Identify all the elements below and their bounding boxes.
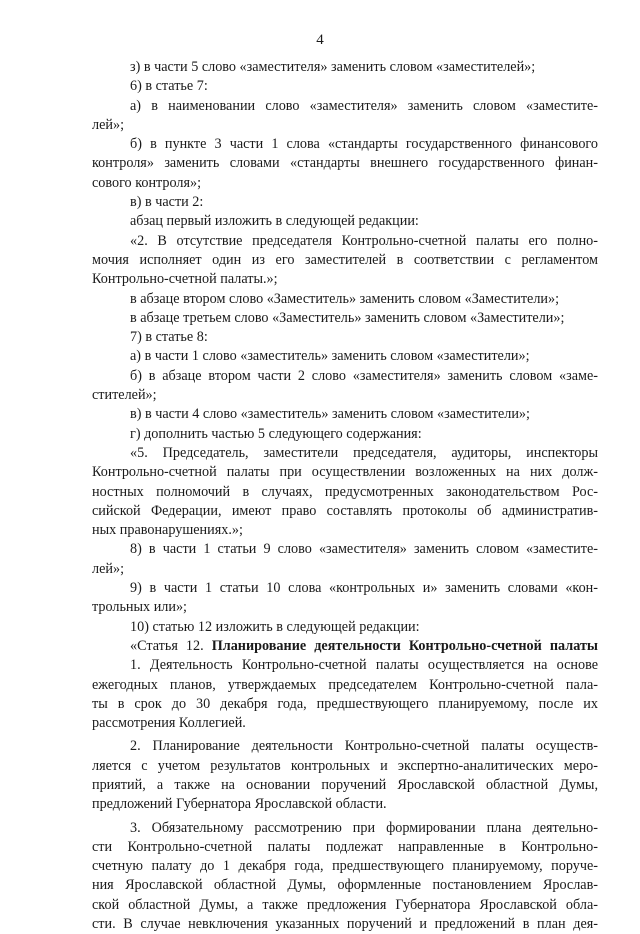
text-line (92, 328, 598, 347)
text-line-content: ностных полномочий в случаях, предусмотренных законодательством Рос- (92, 483, 598, 500)
text-line-content: сийской Федерации, имеют право составлять протоколы об административ- (92, 502, 598, 519)
text-line (92, 77, 598, 96)
text-line-content: в абзаце втором слово «Заместитель» заменить словом «Заместители»; (130, 290, 560, 307)
text-line-content: ежегодных планов, утверждаемых председателем Контрольно-счетной пала- (92, 676, 598, 693)
text-line-content: счетную палату до 1 декабря года, предшествующего планируемому, поруче- (92, 858, 598, 875)
text-line-content: г) дополнить частью 5 следующего содержания: (130, 425, 422, 442)
text-line (92, 251, 598, 270)
text-line (92, 270, 598, 289)
text-line-content: лей»; (92, 116, 125, 133)
text-line-content: ния Ярославской областной Думы, оформленные постановлением Ярослав- (92, 877, 598, 894)
text-line (92, 116, 598, 135)
text-line (92, 618, 598, 637)
text-line (92, 737, 598, 756)
text-line (92, 579, 598, 598)
text-line-content: б) в абзаце втором части 2 слово «заместителя» заменить словом «заме- (130, 367, 598, 384)
text-line-content: сти Контрольно-счетной палаты подлежат направленные в Контрольно- (92, 838, 598, 855)
text-line (92, 386, 598, 405)
text-line (92, 656, 598, 675)
text-line (92, 876, 598, 895)
text-line (92, 714, 598, 733)
text-line-content: з) в части 5 слово «заместителя» заменить словом «заместителей»; (130, 59, 536, 75)
text-line-content: «5. Председатель, заместители председателя, аудиторы, инспекторы (130, 444, 598, 461)
text-line (92, 463, 598, 482)
text-line-content: а) в части 1 слово «заместитель» заменить словом «заместители»; (130, 348, 530, 365)
text-line-content: сти. В случае невключения указанных поручений и предложений в план дея- (92, 916, 598, 933)
text-line (92, 154, 598, 173)
text-line (92, 540, 598, 559)
text-line (92, 309, 598, 328)
text-line (92, 135, 598, 154)
text-line-content: 8) в части 1 статьи 9 слово «заместителя» заменить словом «заместите- (130, 541, 598, 558)
text-line (92, 212, 598, 231)
text-line-content: 6) в статье 7: (130, 78, 208, 95)
text-line (92, 757, 598, 776)
text-line (92, 838, 598, 857)
text-line (92, 97, 598, 116)
text-line-content: Контрольно-счетной палаты при осуществлении возложенных на них долж- (92, 464, 598, 481)
text-line (92, 425, 598, 444)
text-line (92, 676, 598, 695)
text-line-content: стителей»; (92, 387, 157, 404)
text-line-content: контроля» заменить словами «стандарты внешнего государственного финан- (92, 155, 598, 172)
text-line-content: 10) статью 12 изложить в следующей редакции: (130, 618, 420, 635)
text-line (92, 560, 598, 579)
text-line (92, 598, 598, 617)
text-line-content: приятий, а также на основании поручений Ярославской областной Думы, (92, 776, 598, 793)
text-line-content: ных правонарушениях.»; (92, 522, 243, 539)
article-heading: Планирование деятельности Контрольно-счетной палаты (211, 637, 598, 654)
text-line-content: 7) в статье 8: (130, 329, 208, 346)
text-line-content: в) в части 2: (130, 194, 204, 211)
text-line (92, 174, 598, 193)
text-line-content: 3. Обязательному рассмотрению при формировании плана деятельно- (130, 819, 598, 836)
text-line-content: 2. Планирование деятельности Контрольно-счетной палаты осуществ- (130, 738, 598, 755)
text-line (92, 795, 598, 814)
text-line (92, 502, 598, 521)
text-line-content: ляется с учетом результатов контрольных и экспертно-аналитических меро- (92, 757, 598, 774)
text-line (92, 367, 598, 386)
text-line (92, 444, 598, 463)
text-line-content: в) в части 4 слово «заместитель» заменить словом «заместители»; (130, 406, 530, 423)
document-body (92, 58, 598, 934)
text-line-content: «Статья 12. (130, 637, 212, 654)
text-line-content: а) в наименовании слово «заместителя» заменить словом «заместите- (130, 97, 598, 114)
text-line-content: сового контроля»; (92, 174, 202, 191)
text-line-content: лей»; (92, 560, 125, 577)
text-line (92, 405, 598, 424)
text-line (92, 290, 598, 309)
text-line (92, 483, 598, 502)
text-line-content: мочия исполняет один из его заместителей в соответствии с регламентом (92, 251, 598, 268)
text-line (92, 857, 598, 876)
text-line-content: 9) в части 1 статьи 10 слова «контрольных и» заменить словами «кон- (130, 580, 598, 597)
text-line-content: Контрольно-счетной палаты.»; (92, 271, 278, 288)
text-line-content: «2. В отсутствие председателя Контрольно-счетной палаты его полно- (130, 232, 598, 249)
text-line (92, 193, 598, 212)
page-number: 4 (316, 32, 324, 48)
text-line-content: трольных или»; (92, 599, 187, 616)
text-line (92, 521, 598, 540)
text-line-content: рассмотрения Коллегией. (92, 715, 246, 732)
text-line (92, 896, 598, 915)
text-line (92, 819, 598, 838)
text-line-content: предложений Губернатора Ярославской области. (92, 796, 387, 813)
text-line-content: ской областной Думы, а также предложения Губернатора Ярославской обла- (92, 896, 598, 913)
text-line-content: абзац первый изложить в следующей редакции: (130, 213, 419, 230)
text-line-content: б) в пункте 3 части 1 слова «стандарты государственного финансового (130, 136, 598, 153)
text-line (92, 637, 598, 656)
text-line-content: в абзаце третьем слово «Заместитель» заменить словом «Заместители»; (130, 309, 565, 326)
text-line (92, 58, 598, 77)
text-line-content: ты в срок до 30 декабря года, предшествующего планируемому, после их (92, 695, 598, 712)
text-line-content: 1. Деятельность Контрольно-счетной палаты осуществляется на основе (130, 657, 598, 674)
text-line (92, 776, 598, 795)
text-line (92, 232, 598, 251)
text-line (92, 915, 598, 934)
text-line (92, 347, 598, 366)
text-line (92, 695, 598, 714)
